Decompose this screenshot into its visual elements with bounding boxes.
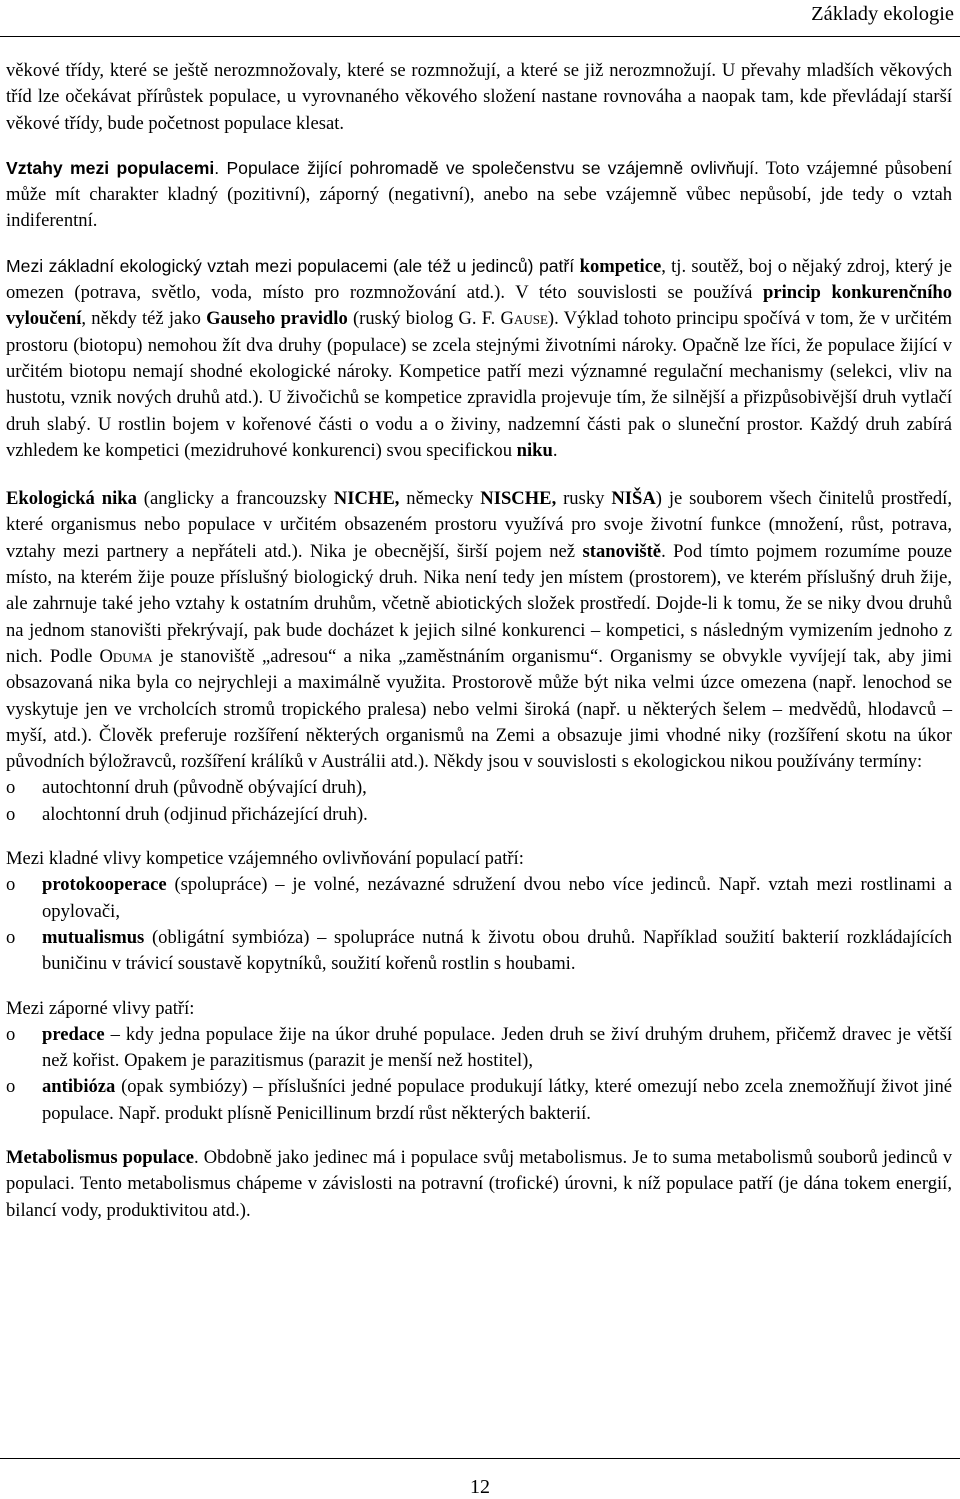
text-fragment: Mezi základní ekologický vztah mezi populacemi (ale též u jedinců) patří xyxy=(6,255,580,276)
list-item-text: (obligátní symbióza) – spolupráce nutná k životu obou druhů. Například soužití bakterií rozkládajících buničinu v trávicí soustavě kopytníků, soužití kořenů rostlin s houbami. xyxy=(42,926,952,975)
bullet-marker: o xyxy=(6,874,16,896)
terms-list xyxy=(6,775,952,828)
paragraph-population-metabolism xyxy=(6,1145,952,1224)
header-title: Základy ekologie xyxy=(811,3,954,25)
term-habitat: stanoviště xyxy=(582,540,662,562)
text-fragment: rusky xyxy=(556,488,612,510)
term-competitive-exclusion: princip konkurenčního vyloučení xyxy=(6,282,953,330)
text-fragment: ) je souborem všech činitelů prostředí, které organismus nebo populace v určitém obsazeném prostoru využívá pro svoje životní funkce (množení, růst, potrava, vztahy mezi partnery a nepřáteli atd.). Nika je obecnější, širší pojem než xyxy=(6,488,952,562)
text-fragment: , někdy též jako xyxy=(81,308,207,330)
bullet-marker: o xyxy=(6,1023,16,1045)
text-fragment: , tj. soutěž, boj o nějaký zdroj, který je omezen (potrava, světlo, voda, místo pro rozmnožování atd.). V této souvislosti se používá xyxy=(6,255,952,304)
text-fragment: . xyxy=(552,439,558,461)
term-niche-en: NICHE, xyxy=(333,488,400,510)
text-fragment: (anglicky a francouzsky xyxy=(136,488,334,510)
text-fragment: . Obdobně jako jedinec má i populace svůj metabolismus. Je to suma metabolismů souborů jedinců v populaci. Tento metabolismus chápeme v závislosti na potravní (trofické) úrovni, k níž populace patří (je dána tokem energií, bilancí vody, produktivitou atd.). xyxy=(6,1146,953,1221)
list-item-text: autochtonní druh (původně obývající druh), xyxy=(42,777,367,799)
text-fragment: německy xyxy=(399,488,481,510)
term-predation: predace xyxy=(42,1023,105,1045)
text-fragment: . Populace žijící pohromadě ve společenstvu se vzájemně ovlivňují. xyxy=(214,157,759,178)
list-item xyxy=(6,872,952,925)
paragraph-competition xyxy=(6,253,952,464)
text-fragment: (ruský biolog G. F. xyxy=(347,308,501,330)
negative-influences-intro: Mezi záporné vlivy patří: xyxy=(6,997,195,1019)
term-ecological-niche: Ekologická nika xyxy=(6,488,137,510)
page-footer xyxy=(0,1458,960,1497)
page-content xyxy=(6,58,952,1224)
term-gause-rule: Gauseho pravidlo xyxy=(206,308,348,330)
bullet-marker: o xyxy=(6,777,16,799)
list-item xyxy=(6,1074,952,1127)
bullet-marker: o xyxy=(6,803,16,825)
positive-influences-list xyxy=(6,872,952,977)
term-niche-de: NISCHE, xyxy=(480,488,557,510)
list-item-text: alochtonní druh (odjinud přicházející druh). xyxy=(42,803,368,825)
term-niche: niku xyxy=(516,439,553,461)
section-heading-metabolism: Metabolismus populace xyxy=(6,1146,194,1168)
text-fragment: je stanoviště „adresou“ a nika „zaměstnáním organismu“. Organismy se obvykle vyvíjejí tak, aby jimi obsazovaná nika byla co nejrychleji a maximálně využita. Prostorově může být nika velmi úzce omezena (např. lenochod se vyskytuje jen ve vrcholcích stromů tropického pralesa) nebo velmi široká (např. u některých šelem – medvědů, hlodavců – myší, atd.). Člověk preferuje rozšíření některých organismů na Zemi a obsazuje jimi vhodné niky (rozšíření skotu na úkor původních býložravců, rozšíření králíků v Austrálii atd.). Někdy jsou v souvislosti s ekologickou nikou používány termíny: xyxy=(6,645,952,773)
negative-influences-list xyxy=(6,1022,952,1127)
section-heading-population-relations: Vztahy mezi populacemi xyxy=(6,157,215,178)
list-item xyxy=(6,775,952,801)
term-niche-ru: NIŠA xyxy=(611,488,656,510)
term-competition: kompetice xyxy=(579,255,662,277)
list-item xyxy=(6,802,952,828)
page-number: 12 xyxy=(470,1476,490,1498)
text-fragment: . Pod tímto pojmem rozumíme pouze místo, na kterém žije pouze příslušný biologický druh. Nika není tedy jen místem (prostorem), ve kterém příslušný druh žije, ale zahrnuje také jeho vztahy k ostatním druhům, včetně abiotických složek prostředí. Dojde-li k tomu, že se niky dvou druhů na jednom stanovišti překrývají, pak bude docházet k jejich silné konkurenci – kompetici, s následným vymizením jednoho z nich. Podle xyxy=(6,540,952,667)
term-mutualism: mutualismus xyxy=(42,926,145,948)
text-fragment: Toto vzájemné působení může mít charakter kladný (pozitivní), záporný (negativní), anebo na sebe vzájemně vůbec nepůsobí, jde tedy o vztah indiferentní. xyxy=(6,157,952,232)
paragraph-age-classes: věkové třídy, které se ještě nerozmnožovaly, které se rozmnožují, a které se již nerozmnožují. U převahy mladších věkových tříd lze očekávat přírůstek populace, u vyrovnaného věkového složení nastane rovnováha a naopak tam, kde převládají starší věkové třídy, bude početnost populace klesat. xyxy=(6,60,952,134)
list-item xyxy=(6,925,952,978)
bullet-marker: o xyxy=(6,926,16,948)
list-item-text: (opak symbiózy) – příslušníci jedné populace produkují látky, které omezují nebo zcela znemožňují život jiné populace. Např. produkt plísně Penicillinum brzdí růst některých bakterií. xyxy=(42,1076,952,1124)
author-gause: Gause xyxy=(500,308,548,330)
paragraph-population-relations xyxy=(6,155,952,235)
term-antibiosis: antibióza xyxy=(42,1076,116,1098)
list-item xyxy=(6,1022,952,1075)
author-odum: Oduma xyxy=(99,645,153,667)
term-protocooperation: protokooperace xyxy=(42,874,167,896)
list-item-text: (spolupráce) – je volné, nezávazné sdružení dvou nebo více jedinců. Např. vztah mezi rostlinami a opylovači, xyxy=(42,874,952,922)
list-item-text: – kdy jedna populace žije na úkor druhé populace. Jeden druh se živí druhým druhem, přičemž dravec je větší než kořist. Opakem je parazitismus (parazit je menší než hostitel), xyxy=(42,1023,952,1072)
page-header xyxy=(0,0,960,37)
bullet-marker: o xyxy=(6,1076,16,1098)
text-fragment: ). Výklad tohoto principu spočívá v tom, že v určitém prostoru (biotopu) nemohou žít dva druhy (populace) se zcela stejnými životními nároky. Opačně lze říci, že populace žijící v určitém biotopu nemají shodné ekologické nároky. Kompetice patří mezi významné regulační mechanismy (selekci, vliv na hustotu, vznik nových druhů atd.). U živočichů se kompetice zpravidla projevuje tím, že silnější a přizpůsobivější druh vytlačí druh slabý. U rostlin bojem v kořenové části o vodu a o živiny, nadzemní části pak o sluneční prostor. Každý druh zabírá vzhledem ke kompetici (mezidruhové konkurenci) svou specifickou xyxy=(6,308,952,461)
positive-influences-intro: Mezi kladné vlivy kompetice vzájemného ovlivňování populací patří: xyxy=(6,848,524,870)
paragraph-ecological-niche xyxy=(6,486,952,775)
